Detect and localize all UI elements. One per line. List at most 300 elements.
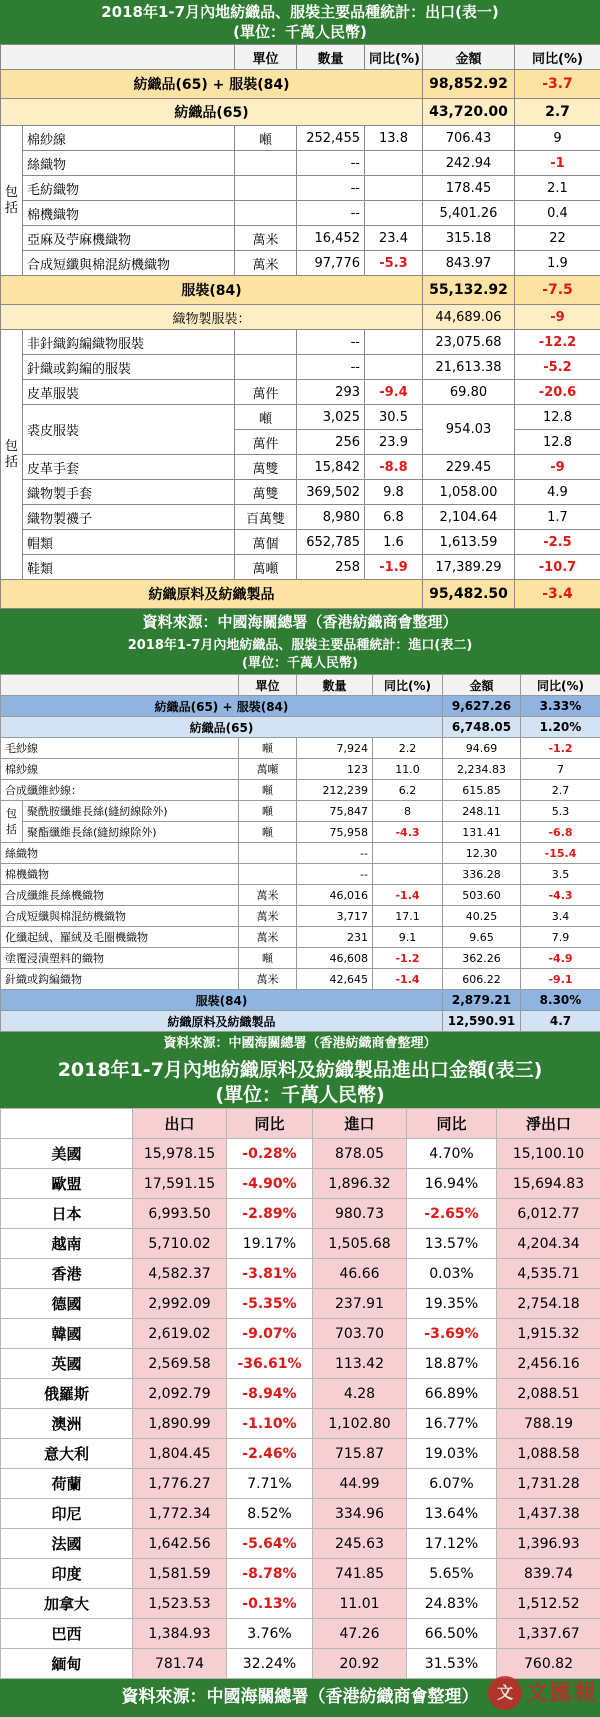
item-yoy: -9 <box>515 455 600 480</box>
export-value: 2,569.58 <box>133 1349 227 1379</box>
net-export-value: 2,456.16 <box>497 1349 600 1379</box>
item-qty: -- <box>297 176 365 201</box>
import-yoy: 13.57% <box>407 1229 497 1259</box>
table-row <box>1 1499 600 1529</box>
country-name: 香港 <box>1 1259 133 1289</box>
item-name: 塗覆浸漬塑料的織物 <box>1 948 239 969</box>
export-yoy: -5.64% <box>227 1529 313 1559</box>
export-value: 1,890.99 <box>133 1409 227 1439</box>
table-row <box>1 927 600 948</box>
item-name: 絲織物 <box>23 151 235 176</box>
item-qty: 293 <box>297 380 365 405</box>
summary-label: 紡織原料及紡織製品 <box>1 1011 443 1032</box>
net-export-value: 1,512.52 <box>497 1589 600 1619</box>
item-yoy: -1 <box>515 151 600 176</box>
item-qty: 16,452 <box>297 226 365 251</box>
item-amount: 17,389.29 <box>423 555 515 580</box>
import-value: 46.66 <box>313 1259 407 1289</box>
item-name: 聚酰胺纖維長絲(縫紉線除外) <box>23 801 239 822</box>
item-yoy: -4.3 <box>521 885 600 906</box>
export-yoy: -2.89% <box>227 1199 313 1229</box>
table-row <box>1 885 600 906</box>
import-value: 980.73 <box>313 1199 407 1229</box>
table-row <box>1 843 600 864</box>
item-name: 絲織物 <box>1 843 239 864</box>
export-yoy: -36.61% <box>227 1349 313 1379</box>
table1-unit: (單位：千萬人民幣) <box>0 22 600 42</box>
table-row <box>1 530 600 555</box>
column-header: 單位 <box>239 675 297 696</box>
item-unit: 噸 <box>235 405 297 430</box>
import-yoy: 18.87% <box>407 1349 497 1379</box>
export-value: 2,619.02 <box>133 1319 227 1349</box>
country-name: 越南 <box>1 1229 133 1259</box>
item-name: 毛紡織物 <box>23 176 235 201</box>
item-unit: 萬噸 <box>239 759 297 780</box>
item-qty-yoy: 8 <box>373 801 443 822</box>
item-qty-yoy: 23.9 <box>365 430 423 455</box>
item-amount: 615.85 <box>443 780 521 801</box>
net-export-value: 4,204.34 <box>497 1229 600 1259</box>
item-yoy: -4.9 <box>521 948 600 969</box>
import-value: 113.42 <box>313 1349 407 1379</box>
summary-yoy: -3.4 <box>515 580 600 609</box>
column-header: 同比 <box>407 1109 497 1139</box>
table3-header-row <box>1 1109 600 1139</box>
summary-label: 紡織品(65) <box>1 717 443 738</box>
country-name: 意大利 <box>1 1439 133 1469</box>
item-qty-yoy: -1.9 <box>365 555 423 580</box>
item-qty: -- <box>297 843 373 864</box>
item-name: 織物製手套 <box>23 480 235 505</box>
header-empty <box>1 675 239 696</box>
item-qty: 7,924 <box>297 738 373 759</box>
item-qty: 42,645 <box>297 969 373 990</box>
item-unit: 噸 <box>235 126 297 151</box>
item-qty-yoy: 11.0 <box>373 759 443 780</box>
summary-yoy: 1.20% <box>521 717 600 738</box>
column-header: 數量 <box>297 675 373 696</box>
table3-title: 2018年1-7月內地紡織原料及紡織製品進出口金額(表三) <box>0 1058 600 1083</box>
export-value: 5,710.02 <box>133 1229 227 1259</box>
item-name: 棉機織物 <box>23 201 235 226</box>
column-header: 金額 <box>443 675 521 696</box>
export-yoy: 19.17% <box>227 1229 313 1259</box>
table-row-fur <box>1 405 600 430</box>
table1-summary-raw <box>1 580 600 609</box>
table-row <box>1 906 600 927</box>
item-qty-yoy: -1.2 <box>373 948 443 969</box>
item-yoy: 4.9 <box>515 480 600 505</box>
table1-title: 2018年1-7月內地紡織品、服裝主要品種統計：出口(表一) <box>0 2 600 22</box>
logo-text: 文匯報 <box>526 1675 598 1711</box>
item-qty: 652,785 <box>297 530 365 555</box>
country-name: 歐盟 <box>1 1169 133 1199</box>
table-row <box>1 969 600 990</box>
net-export-value: 4,535.71 <box>497 1259 600 1289</box>
item-name: 皮革服裝 <box>23 380 235 405</box>
table2-summary-total <box>1 696 600 717</box>
export-value: 2,092.79 <box>133 1379 227 1409</box>
table3-title-bar <box>0 1056 600 1108</box>
item-amount: 954.03 <box>423 405 515 455</box>
table-row <box>1 1349 600 1379</box>
item-yoy: -5.2 <box>515 355 600 380</box>
import-yoy: 17.12% <box>407 1529 497 1559</box>
import-value: 4.28 <box>313 1379 407 1409</box>
item-yoy: 7 <box>521 759 600 780</box>
item-qty: 3,025 <box>297 405 365 430</box>
table-row <box>1 1259 600 1289</box>
net-export-value: 788.19 <box>497 1409 600 1439</box>
net-export-value: 1,088.58 <box>497 1439 600 1469</box>
export-yoy: 8.52% <box>227 1499 313 1529</box>
table2-source: 資料來源：中國海關總署（香港紡織商會整理） <box>0 1032 600 1056</box>
item-qty-yoy <box>365 151 423 176</box>
item-unit: 萬米 <box>239 906 297 927</box>
column-header: 同比(%) <box>521 675 600 696</box>
export-yoy: 32.24% <box>227 1649 313 1679</box>
item-name: 合成短纖與棉混紡機織物 <box>23 251 235 276</box>
item-amount: 362.26 <box>443 948 521 969</box>
net-export-value: 2,088.51 <box>497 1379 600 1409</box>
item-qty: 252,455 <box>297 126 365 151</box>
column-header: 同比(%) <box>515 45 600 70</box>
table2-title-bar <box>0 636 600 674</box>
item-yoy: 12.8 <box>515 430 600 455</box>
table-row <box>1 505 600 530</box>
summary-yoy: -9 <box>515 305 600 330</box>
country-name: 荷蘭 <box>1 1469 133 1499</box>
item-amount: 94.69 <box>443 738 521 759</box>
table-row <box>1 380 600 405</box>
item-amount: 40.25 <box>443 906 521 927</box>
item-name: 棉紗線 <box>1 759 239 780</box>
country-name: 印尼 <box>1 1499 133 1529</box>
logo-mark-icon: 文 <box>488 1676 522 1710</box>
table1-summary-total <box>1 70 600 99</box>
item-amount: 21,613.38 <box>423 355 515 380</box>
item-yoy: 3.4 <box>521 906 600 927</box>
country-name: 美國 <box>1 1139 133 1169</box>
item-name: 裘皮服裝 <box>23 405 235 455</box>
item-qty: 123 <box>297 759 373 780</box>
table2-title: 2018年1-7月內地紡織品、服裝主要品種統計：進口(表二) <box>0 637 600 655</box>
import-yoy: 16.77% <box>407 1409 497 1439</box>
table2-import <box>0 674 600 1032</box>
summary-label: 紡織品(65) <box>1 99 423 126</box>
table1-source: 資料來源：中國海關總署（香港紡織商會整理） <box>0 609 600 636</box>
summary-label: 紡織品(65) + 服裝(84) <box>1 70 423 99</box>
import-yoy: 16.94% <box>407 1169 497 1199</box>
table3-source <box>0 1679 600 1717</box>
import-value: 245.63 <box>313 1529 407 1559</box>
header-empty <box>1 1109 133 1139</box>
item-unit <box>235 151 297 176</box>
item-name: 非針織鈎編織物服裝 <box>23 330 235 355</box>
item-unit: 噸 <box>239 801 297 822</box>
table3-trade <box>0 1108 600 1679</box>
export-value: 1,776.27 <box>133 1469 227 1499</box>
export-value: 1,642.56 <box>133 1529 227 1559</box>
item-yoy: 9 <box>515 126 600 151</box>
item-amount: 606.22 <box>443 969 521 990</box>
import-value: 1,505.68 <box>313 1229 407 1259</box>
table3-source-text: 資料來源：中國海關總署（香港紡織商會整理） <box>122 1687 479 1707</box>
table-row <box>1 1139 600 1169</box>
item-qty-yoy: 17.1 <box>373 906 443 927</box>
net-export-value: 1,915.32 <box>497 1319 600 1349</box>
item-unit <box>239 864 297 885</box>
item-qty-yoy: 6.2 <box>373 780 443 801</box>
import-yoy: 6.07% <box>407 1469 497 1499</box>
net-export-value: 1,731.28 <box>497 1469 600 1499</box>
item-qty: 15,842 <box>297 455 365 480</box>
item-yoy: 0.4 <box>515 201 600 226</box>
item-unit: 萬米 <box>235 251 297 276</box>
item-yoy: 2.7 <box>521 780 600 801</box>
item-unit: 萬雙 <box>235 455 297 480</box>
table-row <box>1 355 600 380</box>
item-qty-yoy: 9.8 <box>365 480 423 505</box>
item-amount: 503.60 <box>443 885 521 906</box>
summary-amount: 44,689.06 <box>423 305 515 330</box>
table-row <box>1 1289 600 1319</box>
item-unit: 萬噸 <box>235 555 297 580</box>
item-unit <box>239 843 297 864</box>
item-yoy: 5.3 <box>521 801 600 822</box>
summary-yoy: 2.7 <box>515 99 600 126</box>
table-row <box>1 330 600 355</box>
item-name: 化纖起絨、羅絨及毛圈機織物 <box>1 927 239 948</box>
net-export-value: 1,396.93 <box>497 1529 600 1559</box>
summary-amount: 98,852.92 <box>423 70 515 99</box>
column-header: 數量 <box>297 45 365 70</box>
import-yoy: 66.50% <box>407 1619 497 1649</box>
summary-amount: 9,627.26 <box>443 696 521 717</box>
country-name: 韓國 <box>1 1319 133 1349</box>
table-row <box>1 480 600 505</box>
import-value: 878.05 <box>313 1139 407 1169</box>
column-header: 金額 <box>423 45 515 70</box>
item-qty-yoy <box>365 201 423 226</box>
summary-yoy: -7.5 <box>515 276 600 305</box>
column-header: 同比(%) <box>365 45 423 70</box>
item-qty: 75,958 <box>297 822 373 843</box>
table-row <box>1 1619 600 1649</box>
item-name: 針織或鈎編織物 <box>1 969 239 990</box>
export-value: 4,582.37 <box>133 1259 227 1289</box>
item-name: 亞麻及苧麻機織物 <box>23 226 235 251</box>
import-value: 47.26 <box>313 1619 407 1649</box>
table2-summary-raw <box>1 1011 600 1032</box>
country-name: 緬甸 <box>1 1649 133 1679</box>
net-export-value: 1,337.67 <box>497 1619 600 1649</box>
column-header: 同比 <box>227 1109 313 1139</box>
export-yoy: -9.07% <box>227 1319 313 1349</box>
item-qty-yoy <box>365 176 423 201</box>
baokuo-label: 包括 <box>1 330 23 580</box>
net-export-value: 1,437.38 <box>497 1499 600 1529</box>
item-amount: 2,104.64 <box>423 505 515 530</box>
item-name: 鞋類 <box>23 555 235 580</box>
item-name: 合成短纖與棉混紡機織物 <box>1 906 239 927</box>
item-amount: 23,075.68 <box>423 330 515 355</box>
item-amount: 2,234.83 <box>443 759 521 780</box>
import-yoy: 19.03% <box>407 1439 497 1469</box>
table1-summary-textile <box>1 99 600 126</box>
table-row <box>1 1469 600 1499</box>
export-yoy: -1.10% <box>227 1409 313 1439</box>
table-row <box>1 251 600 276</box>
item-qty-yoy: -1.4 <box>373 885 443 906</box>
item-qty-yoy: -9.4 <box>365 380 423 405</box>
item-unit: 萬米 <box>239 969 297 990</box>
export-yoy: -0.28% <box>227 1139 313 1169</box>
table-row <box>1 151 600 176</box>
import-yoy: 0.03% <box>407 1259 497 1289</box>
item-qty-yoy: -4.3 <box>373 822 443 843</box>
item-qty: 258 <box>297 555 365 580</box>
country-name: 日本 <box>1 1199 133 1229</box>
item-qty: 212,239 <box>297 780 373 801</box>
item-yoy: 7.9 <box>521 927 600 948</box>
import-value: 741.85 <box>313 1559 407 1589</box>
item-yoy: -10.7 <box>515 555 600 580</box>
item-qty-yoy: 13.8 <box>365 126 423 151</box>
item-yoy: 1.9 <box>515 251 600 276</box>
table-row <box>1 822 600 843</box>
item-qty: 256 <box>297 430 365 455</box>
item-unit <box>235 176 297 201</box>
export-yoy: -8.94% <box>227 1379 313 1409</box>
column-header: 進口 <box>313 1109 407 1139</box>
item-amount: 12.30 <box>443 843 521 864</box>
item-amount: 1,613.59 <box>423 530 515 555</box>
item-amount: 843.97 <box>423 251 515 276</box>
column-header: 單位 <box>235 45 297 70</box>
item-yoy: 22 <box>515 226 600 251</box>
table-row <box>1 1199 600 1229</box>
item-unit: 噸 <box>239 948 297 969</box>
item-unit: 噸 <box>239 822 297 843</box>
item-qty-yoy: -1.4 <box>373 969 443 990</box>
summary-yoy: 3.33% <box>521 696 600 717</box>
column-header: 出口 <box>133 1109 227 1139</box>
item-yoy: -12.2 <box>515 330 600 355</box>
wenweipo-logo <box>478 1671 598 1715</box>
table-row <box>1 1559 600 1589</box>
item-unit: 噸 <box>239 780 297 801</box>
table2-summary-textile <box>1 717 600 738</box>
export-value: 1,384.93 <box>133 1619 227 1649</box>
item-yoy: -6.8 <box>521 822 600 843</box>
table-row <box>1 1409 600 1439</box>
item-yoy: -1.2 <box>521 738 600 759</box>
summary-amount: 2,879.21 <box>443 990 521 1011</box>
country-name: 印度 <box>1 1559 133 1589</box>
country-name: 巴西 <box>1 1619 133 1649</box>
table-row <box>1 226 600 251</box>
item-qty: -- <box>297 151 365 176</box>
import-yoy: -3.69% <box>407 1319 497 1349</box>
import-yoy: 4.70% <box>407 1139 497 1169</box>
country-name: 英國 <box>1 1349 133 1379</box>
export-value: 781.74 <box>133 1649 227 1679</box>
item-unit <box>235 201 297 226</box>
item-qty-yoy <box>365 355 423 380</box>
summary-label: 服裝(84) <box>1 990 443 1011</box>
column-header: 同比(%) <box>373 675 443 696</box>
item-amount: 9.65 <box>443 927 521 948</box>
item-qty: -- <box>297 201 365 226</box>
table-row <box>1 1589 600 1619</box>
summary-amount: 55,132.92 <box>423 276 515 305</box>
item-unit: 萬件 <box>235 430 297 455</box>
item-amount: 5,401.26 <box>423 201 515 226</box>
item-name: 合成纖維紗線： <box>1 780 239 801</box>
export-yoy: -5.35% <box>227 1289 313 1319</box>
item-unit: 萬米 <box>235 226 297 251</box>
item-amount: 315.18 <box>423 226 515 251</box>
item-qty: 46,016 <box>297 885 373 906</box>
item-qty-yoy: -5.3 <box>365 251 423 276</box>
item-name: 棉紗線 <box>23 126 235 151</box>
import-value: 334.96 <box>313 1499 407 1529</box>
item-amount: 178.45 <box>423 176 515 201</box>
item-yoy: -2.5 <box>515 530 600 555</box>
table-row <box>1 1379 600 1409</box>
import-yoy: -2.65% <box>407 1199 497 1229</box>
net-export-value: 839.74 <box>497 1559 600 1589</box>
item-qty: 231 <box>297 927 373 948</box>
item-qty: -- <box>297 864 373 885</box>
item-qty: -- <box>297 330 365 355</box>
export-value: 1,581.59 <box>133 1559 227 1589</box>
import-value: 237.91 <box>313 1289 407 1319</box>
export-value: 1,804.45 <box>133 1439 227 1469</box>
table1-summary-apparel <box>1 276 600 305</box>
item-qty-yoy <box>373 843 443 864</box>
item-unit <box>235 330 297 355</box>
item-unit <box>235 355 297 380</box>
item-qty-yoy <box>365 330 423 355</box>
item-name: 毛紗線 <box>1 738 239 759</box>
item-name: 棉機織物 <box>1 864 239 885</box>
table-row <box>1 201 600 226</box>
table3-unit: (單位：千萬人民幣) <box>0 1083 600 1108</box>
table-row <box>1 1529 600 1559</box>
summary-yoy: 8.30% <box>521 990 600 1011</box>
net-export-value: 760.82 <box>497 1649 600 1679</box>
table-row <box>1 1439 600 1469</box>
item-yoy: -9.1 <box>521 969 600 990</box>
item-unit: 萬個 <box>235 530 297 555</box>
export-value: 6,993.50 <box>133 1199 227 1229</box>
import-value: 715.87 <box>313 1439 407 1469</box>
item-name: 織物製襪子 <box>23 505 235 530</box>
export-value: 1,772.34 <box>133 1499 227 1529</box>
item-name: 帽類 <box>23 530 235 555</box>
export-yoy: 3.76% <box>227 1619 313 1649</box>
net-export-value: 6,012.77 <box>497 1199 600 1229</box>
table2-summary-apparel <box>1 990 600 1011</box>
table2-unit: (單位：千萬人民幣) <box>0 655 600 673</box>
item-amount: 242.94 <box>423 151 515 176</box>
table-row <box>1 555 600 580</box>
item-name: 皮革手套 <box>23 455 235 480</box>
export-yoy: -2.46% <box>227 1439 313 1469</box>
